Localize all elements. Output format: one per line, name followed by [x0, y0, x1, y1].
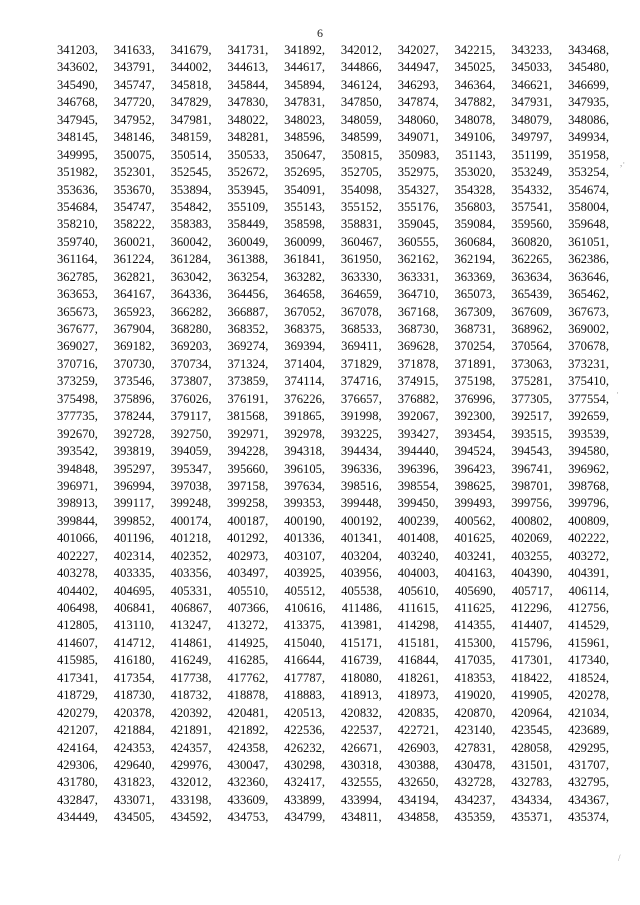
scan-speck: / [618, 853, 621, 863]
number-line: 420279, 420378, 420392, 420481, 420513, 420832, 420835, 420870, 420964, 421034, [57, 705, 609, 720]
number-line: 370716, 370730, 370734, 371324, 371404, 371829, 371878, 371891, 373063, 373231, [57, 356, 609, 371]
number-line: 362785, 362821, 363042, 363254, 363282, 363330, 363331, 363369, 363634, 363646, [57, 269, 609, 284]
number-line: 424164, 424353, 424357, 424358, 426232, 426671, 426903, 427831, 428058, 429295, [57, 740, 609, 755]
number-line: 377735, 378244, 379117, 381568, 391865, 391998, 392067, 392300, 392517, 392659, [57, 409, 609, 424]
number-list [57, 42, 609, 827]
number-line: 361164, 361224, 361284, 361388, 361841, 361950, 362162, 362194, 362265, 362386, [57, 252, 609, 267]
number-line: 431780, 431823, 432012, 432360, 432417, 432555, 432650, 432728, 432783, 432795, [57, 775, 609, 790]
number-line: 396971, 396994, 397038, 397158, 397634, 398516, 398554, 398625, 398701, 398768, [57, 478, 609, 493]
number-line: 401066, 401196, 401218, 401292, 401336, 401341, 401408, 401625, 402069, 402222, [57, 531, 609, 546]
number-line: 353636, 353670, 353894, 353945, 354091, 354098, 354327, 354328, 354332, 354674, [57, 182, 609, 197]
number-line: 359740, 360021, 360042, 360049, 360099, 360467, 360555, 360684, 360820, 361051, [57, 234, 609, 249]
number-line: 348145, 348146, 348159, 348281, 348596, 348599, 349071, 349106, 349797, 349934, [57, 130, 609, 145]
number-line: 341203, 341633, 341679, 341731, 341892, 342012, 342027, 342215, 343233, 343468, [57, 43, 609, 57]
number-line: 394848, 395297, 395347, 395660, 396105, 396336, 396396, 396423, 396741, 396962, [57, 461, 609, 476]
number-line: 345490, 345747, 345818, 345844, 345894, 346124, 346293, 346364, 346621, 346699, [57, 77, 609, 92]
number-line: 347945, 347952, 347981, 348022, 348023, 348059, 348060, 348078, 348079, 348086, [57, 112, 609, 127]
number-line: 406498, 406841, 406867, 407366, 410616, 411486, 411615, 411625, 412296, 412756, [57, 601, 609, 615]
number-line: 404402, 404695, 405331, 405510, 405512, 405538, 405610, 405690, 405717, 406114, [57, 583, 609, 598]
number-line: 421207, 421884, 421891, 421892, 422536, 422537, 422721, 423140, 423545, 423689, [57, 723, 609, 738]
number-line: 354684, 354747, 354842, 355109, 355143, 355152, 355176, 356803, 357541, 358004, [57, 199, 609, 214]
number-line: 363653, 364167, 364336, 364456, 364658, 364659, 364710, 365073, 365439, 365462, [57, 287, 609, 302]
number-line: 393542, 393819, 394059, 394228, 394318, 394434, 394440, 394524, 394543, 394580, [57, 444, 609, 459]
number-line: 373259, 373546, 373807, 373859, 374114, 374716, 374915, 375198, 375281, 375410, [57, 374, 609, 389]
number-line: 418729, 418730, 418732, 418878, 418883, 418913, 418973, 419020, 419905, 420278, [57, 688, 609, 703]
number-line: 346768, 347720, 347829, 347830, 347831, 347850, 347874, 347882, 347931, 347935, [57, 95, 609, 110]
number-line: 349995, 350075, 350514, 350533, 350647, 350815, 350983, 351143, 351199, 351958, [57, 147, 609, 162]
scan-speck: ,· [620, 158, 626, 168]
number-line: 351982, 352301, 352545, 352672, 352695, 352705, 352975, 353020, 353249, 353254, [57, 165, 609, 180]
number-line: 343602, 343791, 344002, 344613, 344617, 344866, 344947, 345025, 345033, 345480, [57, 60, 609, 75]
number-line: 367677, 367904, 368280, 368352, 368375, 368533, 368730, 368731, 368962, 369002, [57, 322, 609, 336]
number-line: 414607, 414712, 414861, 414925, 415040, 415171, 415181, 415300, 415796, 415961, [57, 635, 609, 650]
number-line: 398913, 399117, 399248, 399258, 399353, 399448, 399450, 399493, 399756, 399796, [57, 496, 609, 511]
number-line: 369027, 369182, 369203, 369274, 369394, 369411, 369628, 370254, 370564, 370678, [57, 339, 609, 354]
number-line: 365673, 365923, 366282, 366887, 367052, 367078, 367168, 367309, 367609, 367673, [57, 304, 609, 319]
scan-speck: · [616, 388, 619, 398]
number-line: 392670, 392728, 392750, 392971, 392978, 393225, 393427, 393454, 393515, 393539, [57, 426, 609, 441]
number-line: 402227, 402314, 402352, 402973, 403107, 403204, 403240, 403241, 403255, 403272, [57, 548, 609, 563]
number-line: 429306, 429640, 429976, 430047, 430298, 430318, 430388, 430478, 431501, 431707, [57, 757, 609, 772]
number-line: 415985, 416180, 416249, 416285, 416644, 416739, 416844, 417035, 417301, 417340, [57, 653, 609, 668]
number-line: 375498, 375896, 376026, 376191, 376226, 376657, 376882, 376996, 377305, 377554, [57, 391, 609, 406]
number-line: 412805, 413110, 413247, 413272, 413375, 413981, 414298, 414355, 414407, 414529, [57, 618, 609, 633]
number-line: 434449, 434505, 434592, 434753, 434799, 434811, 434858, 435359, 435371, 435374, [57, 810, 609, 825]
page-number: 6 [317, 26, 323, 40]
number-line: 403278, 403335, 403356, 403497, 403925, 403956, 404003, 404163, 404390, 404391, [57, 566, 609, 581]
number-line: 417341, 417354, 417738, 417762, 417787, 418080, 418261, 418353, 418422, 418524, [57, 670, 609, 685]
number-line: 399844, 399852, 400174, 400187, 400190, 400192, 400239, 400562, 400802, 400809, [57, 513, 609, 528]
number-line: 432847, 433071, 433198, 433609, 433899, 433994, 434194, 434237, 434334, 434367, [57, 792, 609, 807]
number-line: 358210, 358222, 358383, 358449, 358598, 358831, 359045, 359084, 359560, 359648, [57, 217, 609, 232]
